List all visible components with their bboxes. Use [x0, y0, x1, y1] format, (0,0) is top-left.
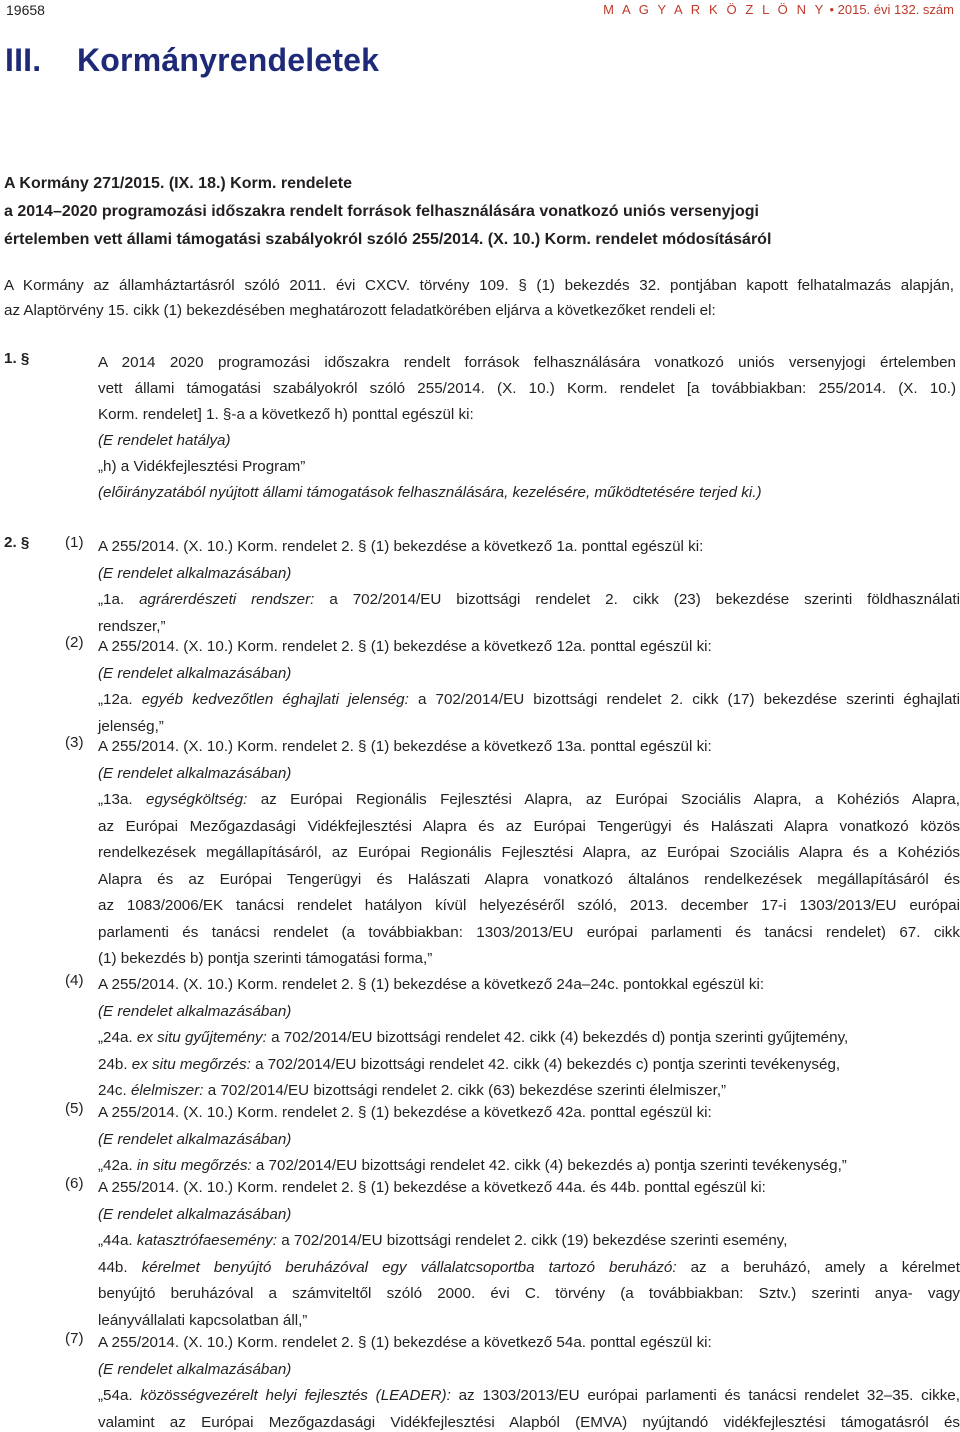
subsection-number: (3) [65, 734, 84, 751]
definition-text: valamint az Európai Mezőgazdasági Vidékfejlesztési Alapból (EMVA) nyújtandó vidékfejlesztési támogatásról és [98, 1413, 960, 1431]
preamble-line: A Kormány az államháztartásról szóló 2011. évi CXCV. törvény 109. § (1) bekezdés 32. pontjában kapott felhatalmazás alapján, [4, 277, 954, 294]
inserted-point: „h) a Vidékfejlesztési Program” [98, 458, 306, 475]
definition-term: közösségvezérelt helyi fejlesztés (LEADER): [140, 1387, 451, 1404]
definition-label: „54a. [98, 1387, 133, 1404]
definition-term: kérelmet benyújtó beruházóval egy vállalatcsoportba tartozó beruházó: [141, 1258, 677, 1276]
definition-text: rendelkezések megállapításáról, az Európai Regionális Fejlesztési Alapra, az Európai Szociális Alapra és a Kohéziós [98, 844, 960, 861]
section-heading [5, 42, 379, 79]
context-note: (E rendelet alkalmazásában) [98, 764, 292, 782]
definition-term: ex situ gyűjtemény: [136, 1029, 267, 1046]
subsection-intro: A 255/2014. (X. 10.) Korm. rendelet 2. § (1) bekezdése a következő 42a. ponttal egészül ki: [98, 1104, 712, 1121]
section-number: III. [5, 42, 42, 78]
definition-text: Alapra és az Európai Tengerügyi és Halászati Alapra vonatkozó általános rendelkezések megállapításáról és [98, 870, 960, 888]
definition-text: jelenség,” [98, 717, 164, 735]
definition-label: „1a. [98, 591, 125, 608]
definition [98, 1383, 960, 1410]
subsection-number: (2) [65, 634, 84, 651]
definition-term: egyéb kedvezőtlen éghajlati jelenség: [141, 691, 409, 708]
preamble-line: az Alaptörvény 15. cikk (1) bekezdésében meghatározott feladatkörében eljárva a következőket rendeli el: [4, 302, 716, 319]
subsection-intro: A 255/2014. (X. 10.) Korm. rendelet 2. § (1) bekezdése a következő 1a. ponttal egészül ki: [98, 538, 704, 555]
definition-label: 24b. [98, 1055, 128, 1073]
context-note: (E rendelet hatálya) [98, 432, 231, 449]
definition-label: 44b. [98, 1258, 128, 1276]
subsection-intro: A 255/2014. (X. 10.) Korm. rendelet 2. § (1) bekezdése a következő 12a. ponttal egészül ki: [98, 638, 712, 655]
definition-text: leányvállalati kapcsolatban áll,” [98, 1311, 308, 1329]
definition-label: „13a. [98, 791, 133, 808]
definition [98, 687, 960, 714]
subsection-number: (4) [65, 972, 84, 989]
page-number: 19658 [6, 2, 45, 18]
definition-term: élelmiszer: [130, 1082, 204, 1099]
definition-text: a 702/2014/EU bizottsági rendelet 42. cikk (4) bekezdés c) pontja szerinti tevékenység, [255, 1055, 841, 1073]
definition-text: az 1083/2006/EK tanácsi rendelet hatályon kívül helyezéséről szóló, 2013. december 17-i 1303/2013/EU európai [98, 897, 960, 914]
definition-text: az Európai Regionális Fejlesztési Alapra, az Európai Szociális Alapra, a Kohéziós Alapra, [260, 791, 960, 808]
definition-text: az Európai Mezőgazdasági Vidékfejlesztési Alapra és az Európai Tengerügyi és Halászati Alapra vonatkozó közös [98, 817, 960, 835]
subsection-number: (6) [65, 1175, 84, 1192]
definition [98, 1255, 960, 1282]
context-note: (E rendelet alkalmazásában) [98, 1205, 292, 1223]
paragraph-line: vett állami támogatási szabályokról szóló 255/2014. (X. 10.) Korm. rendelet [a továbbiakban: 255/2014. (X. 10.) [98, 380, 956, 397]
subsection-number: (1) [65, 534, 84, 551]
definition-text: benyújtó beruházóval a számviteltől szóló 2000. évi C. törvény (a továbbiakban: Sztv.) szerinti anya- vagy [98, 1285, 960, 1302]
definition-label: „24a. [98, 1029, 133, 1046]
decree-title-line: a 2014–2020 programozási időszakra rendelt források felhasználására vonatkozó uniós versenyjogi [4, 203, 759, 220]
context-note: (E rendelet alkalmazásában) [98, 564, 292, 582]
definition-label: „42a. [98, 1157, 133, 1174]
subsection-body [98, 534, 960, 640]
section-title: Kormányrendeletek [77, 42, 380, 78]
definition-text: a 702/2014/EU bizottsági rendelet 42. cikk (4) bekezdés a) pontja szerinti tevékenység,” [255, 1157, 847, 1174]
paragraph-line: A 2014 2020 programozási időszakra rendelt források felhasználására vonatkozó uniós versenyjogi értelemben [98, 354, 956, 371]
subsection-number: (5) [65, 1100, 84, 1117]
definition-term: katasztrófaesemény: [136, 1232, 277, 1249]
paragraph-line: Korm. rendelet] 1. §-a a következő h) ponttal egészül ki: [98, 406, 474, 423]
definition-text: az a beruházó, amely a kérelmet [690, 1258, 960, 1276]
subsection-body [98, 634, 960, 740]
definition-term: in situ megőrzés: [136, 1157, 252, 1174]
definition-text: a 702/2014/EU bizottsági rendelet 2. cikk (63) bekezdése szerinti élelmiszer,” [207, 1082, 727, 1099]
definition-text: az 1303/2013/EU európai parlamenti és tanácsi rendelet 32–35. cikke, [458, 1387, 960, 1404]
subsection-body [98, 1330, 960, 1432]
definition-term: egységköltség: [146, 791, 248, 808]
definition [98, 1052, 960, 1079]
subsection-body [98, 734, 960, 973]
decree-title-line: értelemben vett állami támogatási szabályokról szóló 255/2014. (X. 10.) Korm. rendelet módosításáról [4, 231, 772, 248]
paragraph-marker: 2. § [4, 534, 30, 551]
definition-text: rendszer,” [98, 617, 166, 635]
definition-term: agrárerdészeti rendszer: [139, 591, 315, 608]
definition [98, 1228, 960, 1255]
definition-text: a 702/2014/EU bizottsági rendelet 2. cikk (23) bekezdése szerinti földhasználati [329, 591, 960, 608]
context-note: (E rendelet alkalmazásában) [98, 1002, 292, 1020]
subsection-body [98, 1175, 960, 1334]
issue-number: 2015. évi 132. szám [837, 2, 954, 17]
definition [98, 787, 960, 814]
paragraph-body [98, 350, 956, 506]
definition-label: 24c. [98, 1082, 127, 1099]
definition [98, 587, 960, 614]
context-note: (E rendelet alkalmazásában) [98, 1360, 292, 1378]
publication-info: M A G Y A R K Ö Z L Ö N Y • 2015. évi 132. szám [603, 2, 954, 17]
closing-note: (előirányzatából nyújtott állami támogatások felhasználására, kezelésére, működtetésére terjed ki.) [98, 484, 762, 501]
subsection-number: (7) [65, 1330, 84, 1347]
definition-label: „44a. [98, 1232, 133, 1249]
definition-text: a 702/2014/EU bizottsági rendelet 2. cikk (17) bekezdése szerinti éghajlati [417, 691, 960, 708]
definition-text: (1) bekezdés b) pontja szerinti támogatási forma,” [98, 950, 433, 967]
definition-text: a 702/2014/EU bizottsági rendelet 42. cikk (4) bekezdés d) pontja szerinti gyűjtemény, [271, 1029, 849, 1046]
definition-text: parlamenti és tanácsi rendelet (a továbbiakban: 1303/2013/EU európai parlamenti és tanácsi rendelet) 67. cikk [98, 923, 960, 941]
definition [98, 1025, 960, 1052]
definition-text: a 702/2014/EU bizottsági rendelet 2. cikk (19) bekezdése szerinti esemény, [281, 1232, 788, 1249]
definition-term: ex situ megőrzés: [131, 1055, 251, 1073]
subsection-intro: A 255/2014. (X. 10.) Korm. rendelet 2. § (1) bekezdése a következő 54a. ponttal egészül ki: [98, 1334, 712, 1351]
definition-label: „12a. [98, 691, 133, 708]
preamble [4, 273, 954, 323]
context-note: (E rendelet alkalmazásában) [98, 1130, 292, 1148]
publication-name: M A G Y A R K Ö Z L Ö N Y [603, 2, 826, 17]
subsection-intro: A 255/2014. (X. 10.) Korm. rendelet 2. § (1) bekezdése a következő 24a–24c. pontokkal egészül ki: [98, 976, 765, 993]
context-note: (E rendelet alkalmazásában) [98, 664, 292, 682]
subsection-intro: A 255/2014. (X. 10.) Korm. rendelet 2. § (1) bekezdése a következő 44a. és 44b. ponttal egészül ki: [98, 1179, 766, 1196]
decree-title [4, 170, 954, 254]
paragraph-marker: 1. § [4, 350, 30, 367]
subsection-intro: A 255/2014. (X. 10.) Korm. rendelet 2. § (1) bekezdése a következő 13a. ponttal egészül ki: [98, 738, 712, 755]
subsection-body [98, 972, 960, 1105]
subsection-body [98, 1100, 960, 1180]
decree-title-line: A Kormány 271/2015. (IX. 18.) Korm. rendelete [4, 175, 352, 192]
running-header [6, 2, 958, 22]
